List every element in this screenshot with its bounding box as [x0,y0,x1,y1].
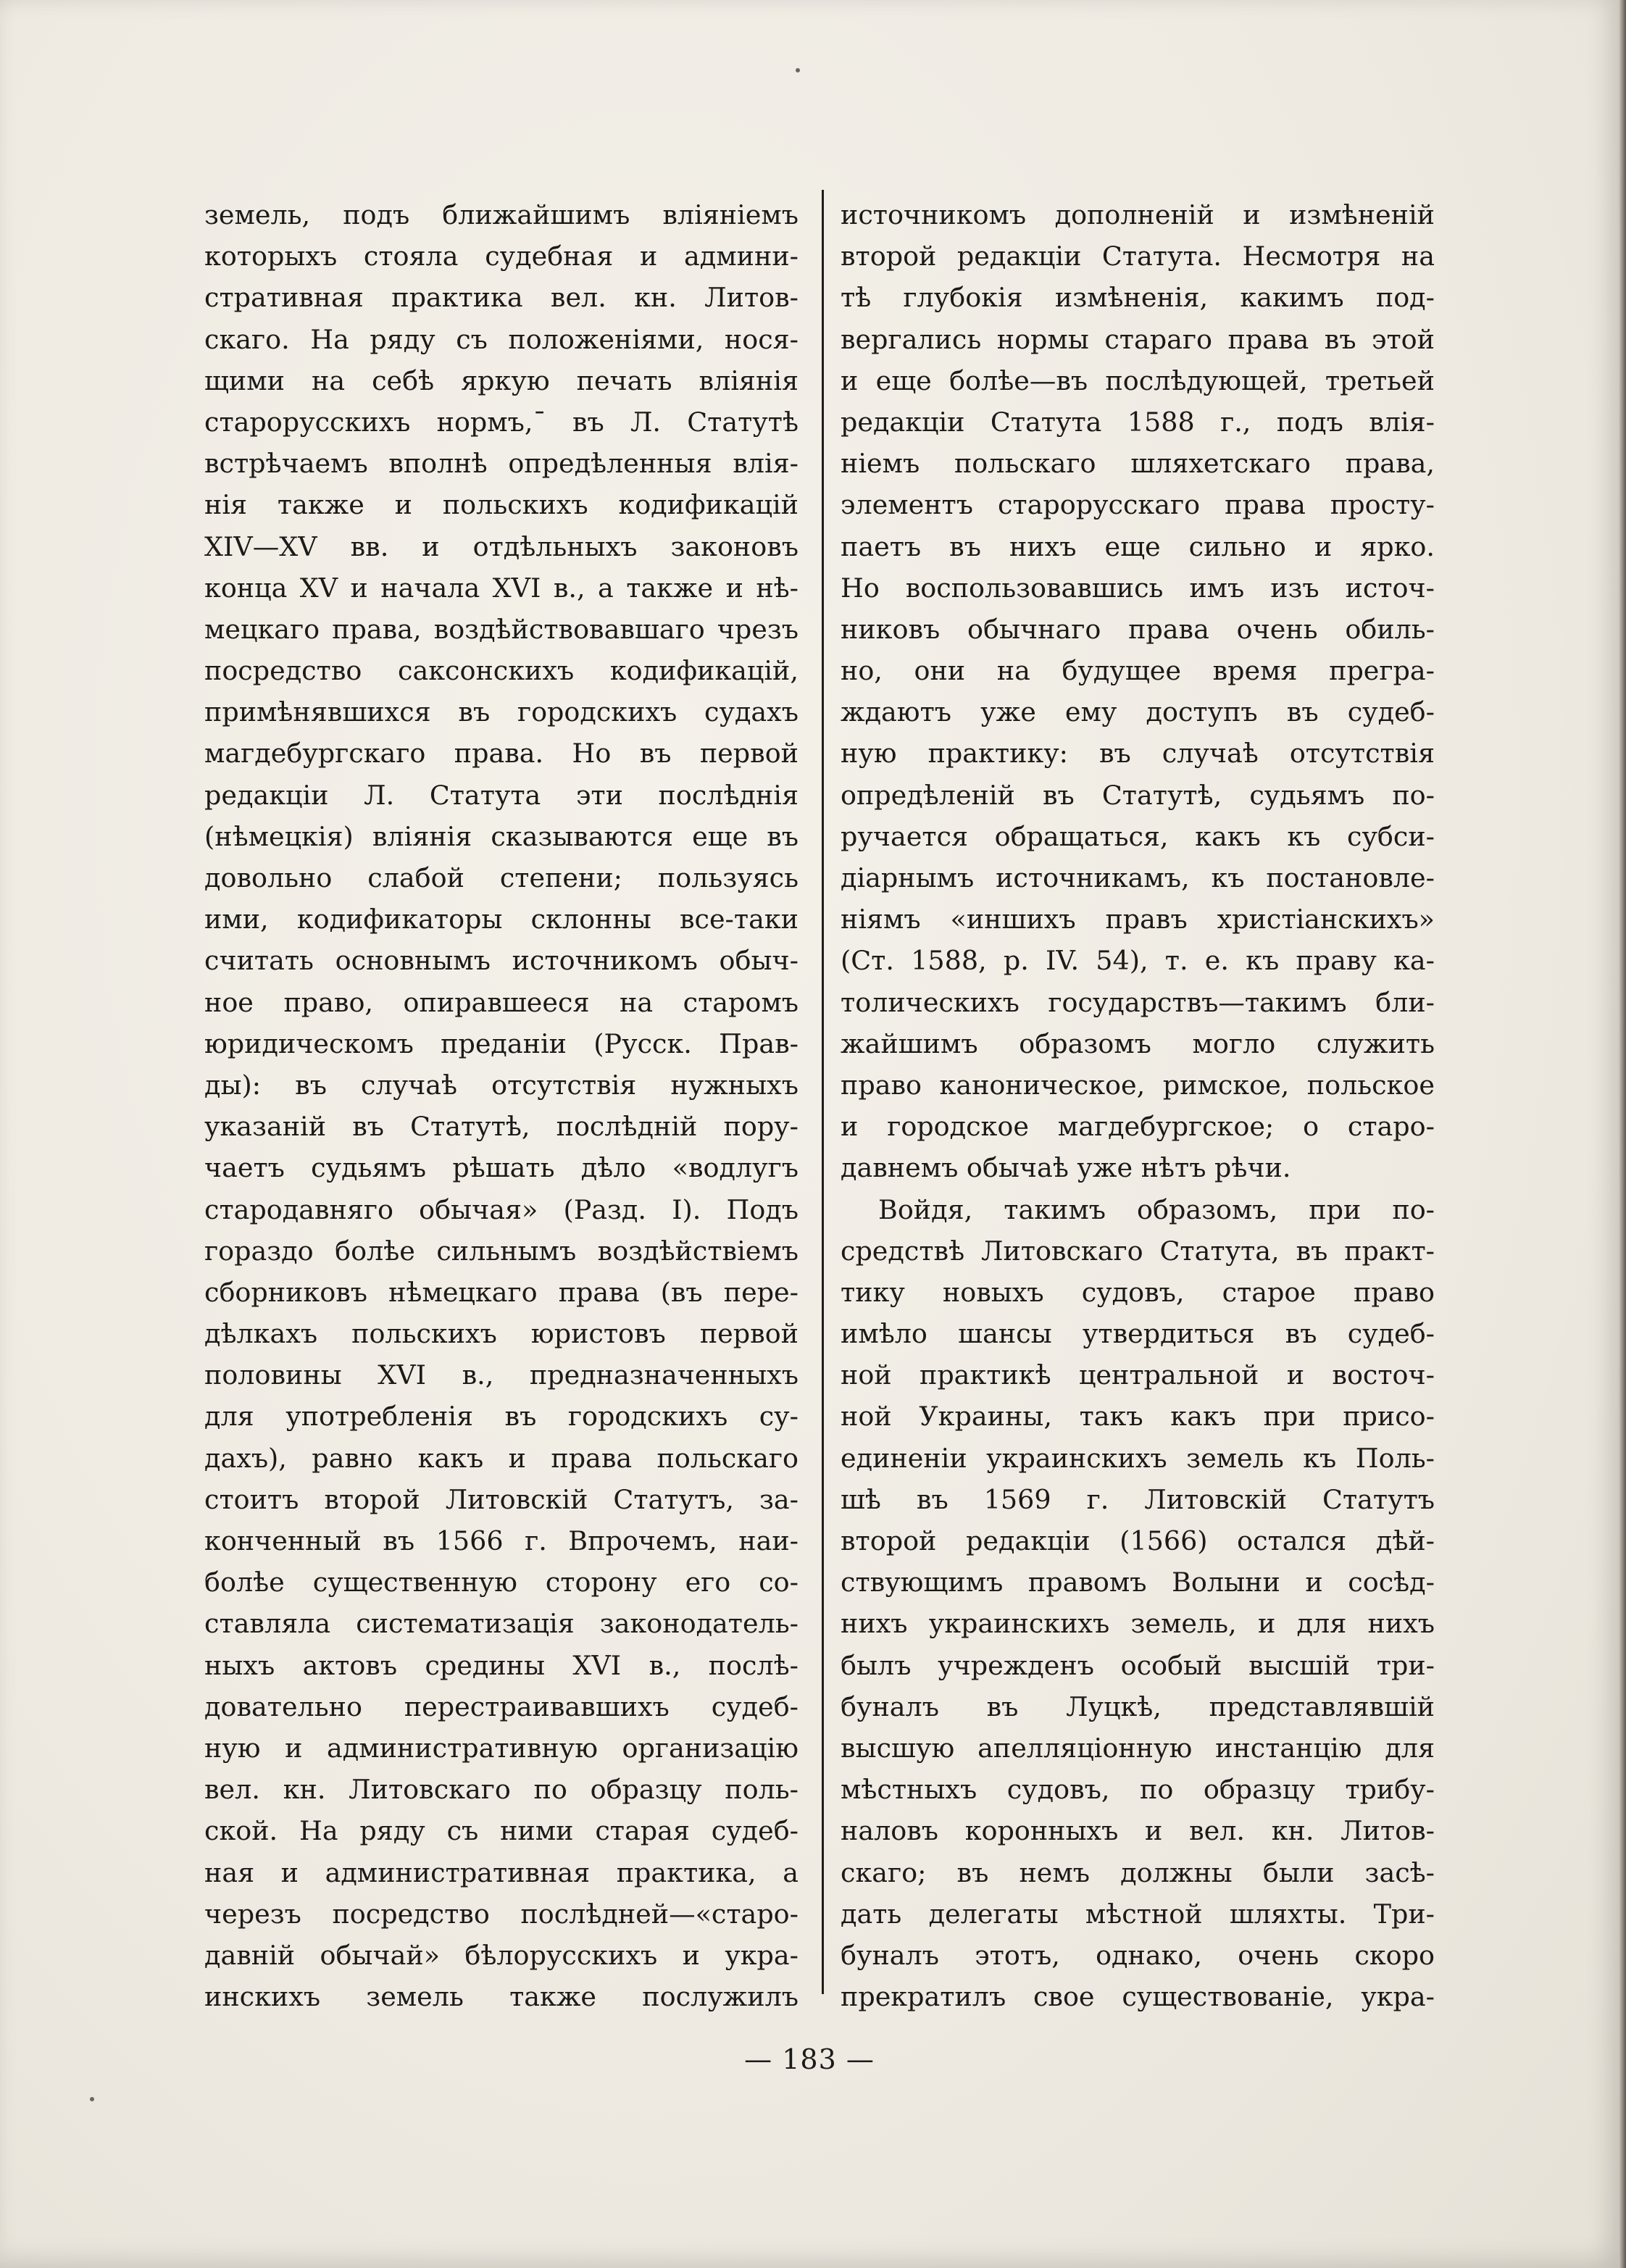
text-line: ніемъ польскаго шляхетскаго права, [841,448,1435,480]
text-line: ской. На ряду съ ними старая судеб- [204,1815,799,1847]
text-line: ды): въ случаѣ отсутствія нужныхъ [204,1069,799,1101]
text-line: имѣло шансы утвердиться въ судеб- [841,1318,1435,1350]
text-line: чаетъ судьямъ рѣшать дѣло «водлугъ [204,1152,799,1184]
text-line: ждаютъ уже ему доступъ въ судеб- [841,696,1435,728]
text-line: для употребленія въ городскихъ су- [204,1401,799,1433]
text-line: старорусскихъ нормъ,ˉ въ Л. Статутѣ [204,406,799,438]
text-line: считать основнымъ источникомъ обыч- [204,945,799,977]
text-line: ной Украины, такъ какъ при присо- [841,1401,1435,1433]
text-line: наловъ коронныхъ и вел. кн. Литов- [841,1815,1435,1847]
text-line: опредѣленій въ Статутѣ, судьямъ по- [841,779,1435,811]
text-line: высшую апелляціонную инстанцію для [841,1732,1435,1764]
text-line: ими, кодификаторы склонны все-таки [204,904,799,935]
text-line: ную практику: въ случаѣ отсутствія [841,738,1435,770]
text-line: юридическомъ преданіи (Русск. Прав- [204,1027,799,1059]
text-line: право каноническое, римское, польское [841,1069,1435,1101]
paper-speck [90,2097,94,2101]
text-line: ставляла систематизація законодатель- [204,1608,799,1640]
text-line: стративная практика вел. кн. Литов- [204,282,799,314]
text-line: паетъ въ нихъ еще сильно и ярко. [841,530,1435,562]
text-line: (нѣмецкія) вліянія сказываются еще въ [204,820,799,852]
text-line: нія также и польскихъ кодификацій [204,489,799,521]
text-line: никовъ обычнаго права очень обиль- [841,613,1435,645]
text-line: ніямъ «иншихъ правъ христіанскихъ» [841,904,1435,935]
text-line: скаго. На ряду съ положеніями, нося- [204,323,799,355]
text-line: ствующимъ правомъ Волыни и сосѣд- [841,1567,1435,1598]
text-line: ныхъ актовъ средины XVI в., послѣ- [204,1649,799,1681]
text-line: довольно слабой степени; пользуясь [204,862,799,893]
text-line: второй редакціи Статута. Несмотря на [841,241,1435,272]
text-line: ручается обращаться, какъ къ субси- [841,820,1435,852]
text-line: стоитъ второй Литовскій Статутъ, за- [204,1483,799,1515]
text-line: единеніи украинскихъ земель къ Поль- [841,1442,1435,1474]
text-line: половины XVI в., предназначенныхъ [204,1359,799,1391]
text-line: Войдя, такимъ образомъ, при по- [878,1193,1435,1225]
text-line: жайшимъ образомъ могло служить [841,1027,1435,1059]
text-line: былъ учрежденъ особый высшій три- [841,1649,1435,1681]
text-line: ная и административная практика, а [204,1856,799,1888]
paper-speck [796,68,800,72]
text-line: указаній въ Статутѣ, послѣдній пору- [204,1111,799,1143]
text-line: (Ст. 1588, р. IV. 54), т. е. къ праву ка- [841,945,1435,977]
text-line: элементъ старорусскаго права просту- [841,489,1435,521]
text-line: которыхъ стояла судебная и админи- [204,241,799,272]
text-line: и городское магдебургское; о старо- [841,1111,1435,1143]
text-line: дѣлкахъ польскихъ юристовъ первой [204,1318,799,1350]
text-line: ной практикѣ центральной и восточ- [841,1359,1435,1391]
text-line: ное право, опиравшееся на старомъ [204,986,799,1018]
text-line: мецкаго права, воздѣйствовавшаго чрезъ [204,613,799,645]
text-line: и еще болѣе—въ послѣдующей, третьей [841,364,1435,396]
text-line: дать делегаты мѣстной шляхты. Три- [841,1898,1435,1930]
text-line: шѣ въ 1569 г. Литовскій Статутъ [841,1483,1435,1515]
column-rule [822,190,824,1994]
text-line: мѣстныхъ судовъ, по образцу трибу- [841,1774,1435,1806]
text-line: земель, подъ ближайшимъ вліяніемъ [204,199,799,230]
text-line: сборниковъ нѣмецкаго права (въ пере- [204,1276,799,1308]
text-line: примѣнявшихся въ городскихъ судахъ [204,696,799,728]
text-line: гораздо болѣе сильнымъ воздѣйствіемъ [204,1235,799,1267]
text-line: инскихъ земель также послужилъ [204,1981,799,2013]
text-line: вел. кн. Литовскаго по образцу поль- [204,1774,799,1806]
text-line: редакціи Л. Статута эти послѣднія [204,779,799,811]
page-edge-shadow [1619,0,1626,2268]
text-line: встрѣчаемъ вполнѣ опредѣленныя влія- [204,448,799,480]
text-line: стародавняго обычая» (Разд. I). Подъ [204,1193,799,1225]
left-text-column [204,194,799,2017]
text-line: средствѣ Литовскаго Статута, въ практ- [841,1235,1435,1267]
text-line: вергались нормы стараго права въ этой [841,323,1435,355]
text-line: прекратилъ свое существованіе, укра- [841,1981,1435,2013]
text-line: черезъ посредство послѣдней—«старо- [204,1898,799,1930]
text-line: тику новыхъ судовъ, старое право [841,1276,1435,1308]
text-line: конченный въ 1566 г. Впрочемъ, наи- [204,1525,799,1556]
text-line: довательно перестраивавшихъ судеб- [204,1690,799,1722]
text-line: Но воспользовавшись имъ изъ источ- [841,572,1435,604]
text-line: щими на себѣ яркую печать вліянія [204,364,799,396]
text-line: посредство саксонскихъ кодификацій, [204,655,799,687]
text-line: XIV—XV вв. и отдѣльныхъ законовъ [204,530,799,562]
text-line: буналъ этотъ, однако, очень скоро [841,1939,1435,1971]
text-line: діарнымъ источникамъ, къ постановле- [841,862,1435,893]
text-line: давнемъ обычаѣ уже нѣтъ рѣчи. [841,1152,1291,1184]
text-line: болѣе существенную сторону его со- [204,1567,799,1598]
text-line: нихъ украинскихъ земель, и для нихъ [841,1608,1435,1640]
text-line: конца XV и начала XVI в., а также и нѣ- [204,572,799,604]
right-text-column [841,194,1435,2017]
text-line: тѣ глубокія измѣненія, какимъ под- [841,282,1435,314]
text-line: дахъ), равно какъ и права польскаго [204,1442,799,1474]
text-line: скаго; въ немъ должны были засѣ- [841,1856,1435,1888]
text-line: давній обычай» бѣлорусскихъ и укра- [204,1939,799,1971]
text-line: но, они на будущее время прегра- [841,655,1435,687]
text-line: магдебургскаго права. Но въ первой [204,738,799,770]
page-number: — 183 — [744,2043,875,2075]
text-line: буналъ въ Луцкѣ, представлявшій [841,1690,1435,1722]
text-line: источникомъ дополненій и измѣненій [841,199,1435,230]
text-line: второй редакціи (1566) остался дѣй- [841,1525,1435,1556]
text-line: редакціи Статута 1588 г., подъ влія- [841,406,1435,438]
text-line: ную и административную организацію [204,1732,799,1764]
text-line: толическихъ государствъ—такимъ бли- [841,986,1435,1018]
